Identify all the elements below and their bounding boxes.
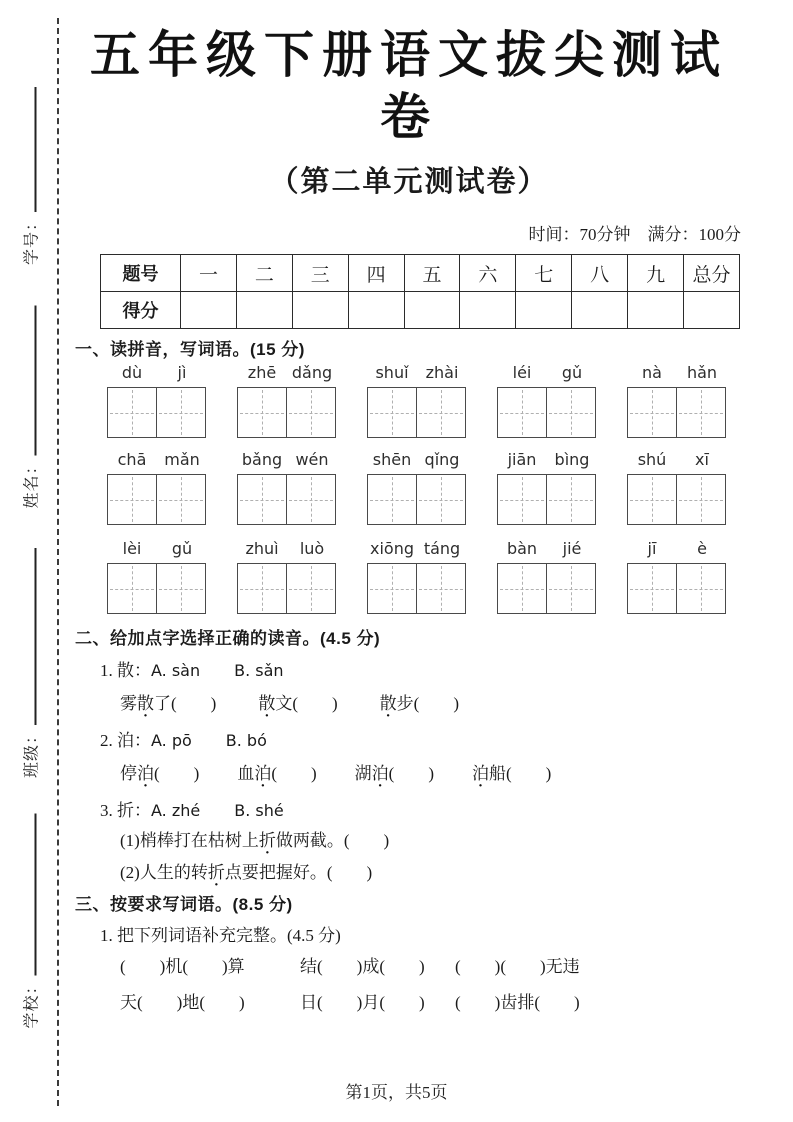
- word-post: ( ): [271, 764, 317, 783]
- writing-boxes: [367, 563, 467, 614]
- score-cell[interactable]: [516, 292, 572, 329]
- writing-box[interactable]: [676, 387, 726, 438]
- item-3-sentences: [75, 826, 743, 888]
- pronunciation-answer-slot[interactable]: [258, 688, 337, 720]
- pinyin-labels: [497, 539, 597, 561]
- writing-boxes: [237, 387, 337, 438]
- writing-box[interactable]: [237, 474, 287, 525]
- score-table-header-cell: 八: [572, 255, 628, 292]
- score-table-header-cell: 题号: [101, 255, 181, 292]
- option-b: B. sǎn: [234, 661, 284, 680]
- writing-box[interactable]: [237, 387, 287, 438]
- dotted-character: 泊: [471, 764, 489, 783]
- writing-box[interactable]: [156, 563, 206, 614]
- word-post: ( ): [154, 764, 200, 783]
- pinyin-labels: [107, 363, 207, 385]
- pinyin-syllable: zhài: [425, 363, 459, 382]
- pronunciation-answer-slot[interactable]: [120, 758, 199, 790]
- pinyin-word-group: [367, 363, 467, 438]
- score-table-header-cell: 五: [404, 255, 460, 292]
- item-2-words: [75, 758, 743, 790]
- sentence-post: 做两截。( ): [275, 831, 390, 850]
- pinyin-syllable: jiān: [507, 450, 537, 469]
- writing-box[interactable]: [237, 563, 287, 614]
- pronunciation-answer-slot[interactable]: [355, 758, 434, 790]
- pinyin-labels: [237, 450, 337, 472]
- writing-box[interactable]: [627, 563, 677, 614]
- option-b: B. bó: [225, 731, 267, 750]
- writing-box[interactable]: [156, 387, 206, 438]
- word-post: 船( ): [488, 764, 552, 783]
- pinyin-labels: [107, 450, 207, 472]
- writing-boxes: [497, 474, 597, 525]
- school-label: 学校：: [23, 977, 41, 1029]
- score-cell[interactable]: [181, 292, 237, 329]
- pinyin-syllable: wén: [295, 450, 329, 469]
- writing-boxes: [367, 474, 467, 525]
- target-character: 散：: [117, 661, 151, 680]
- page-subtitle: （第二单元测试卷）: [269, 166, 549, 198]
- pinyin-syllable: nà: [642, 363, 662, 382]
- sentence-post: 点要把握好。( ): [224, 863, 373, 882]
- pinyin-row-2: [107, 450, 727, 525]
- pinyin-word-group: [627, 539, 727, 614]
- main-content: [75, 0, 743, 1016]
- pinyin-word-group: [237, 450, 337, 525]
- pinyin-syllable: mǎn: [164, 450, 200, 469]
- score-table-header-cell: 一: [181, 255, 237, 292]
- pinyin-labels: [107, 539, 207, 561]
- score-table: [100, 254, 740, 329]
- idiom-fill-blank[interactable]: 日( )月( ): [300, 993, 425, 1012]
- writing-box[interactable]: [627, 474, 677, 525]
- pinyin-labels: [367, 363, 467, 385]
- student-name-field: [19, 305, 42, 508]
- section-1-heading: 一、读拼音，写词语。(15 分): [75, 340, 305, 359]
- pinyin-syllable: hǎn: [686, 363, 718, 382]
- score-cell[interactable]: [628, 292, 684, 329]
- score-table-header-cell: 三: [292, 255, 348, 292]
- idiom-fill-row-2: [75, 990, 743, 1016]
- writing-box[interactable]: [546, 563, 596, 614]
- pinyin-syllable: gǔ: [171, 539, 193, 558]
- word-pre: 湖: [354, 764, 372, 783]
- pinyin-syllable: jì: [177, 363, 187, 382]
- score-table-header-cell: 四: [348, 255, 404, 292]
- student-id-blank[interactable]: [23, 87, 37, 212]
- writing-boxes: [497, 563, 597, 614]
- pinyin-syllable: shuǐ: [375, 363, 409, 382]
- option-a: A. sàn: [151, 661, 201, 680]
- pinyin-syllable: qǐng: [424, 450, 460, 469]
- dotted-character: 散: [258, 694, 276, 713]
- student-name-blank[interactable]: [23, 305, 37, 455]
- word-pre: 雾: [120, 694, 137, 713]
- writing-box[interactable]: [497, 474, 547, 525]
- idiom-fill-blank[interactable]: 结( )成( ): [300, 957, 425, 976]
- section-3-heading: 三、按要求写词语。(8.5 分): [75, 895, 293, 914]
- seal-dashed-line: [57, 18, 59, 1106]
- pinyin-syllable: lèi: [122, 539, 142, 558]
- item-number: 1.: [100, 661, 117, 680]
- pinyin-syllable: è: [697, 539, 707, 558]
- pinyin-syllable: shú: [637, 450, 667, 469]
- pinyin-syllable: xī: [695, 450, 709, 469]
- pinyin-word-group: [367, 539, 467, 614]
- idiom-fill-blank[interactable]: ( )( )无违: [455, 957, 580, 976]
- pinyin-word-group: [107, 450, 207, 525]
- pronunciation-answer-slot[interactable]: [472, 758, 551, 790]
- score-cell[interactable]: [684, 292, 740, 329]
- pinyin-word-group: [107, 539, 207, 614]
- pinyin-row-3: [107, 539, 727, 614]
- writing-boxes: [237, 474, 337, 525]
- pinyin-syllable: jié: [562, 539, 582, 558]
- pinyin-word-group: [107, 363, 207, 438]
- writing-box[interactable]: [546, 387, 596, 438]
- score-table-header-cell: 六: [460, 255, 516, 292]
- school-field: [19, 813, 42, 1028]
- dotted-character: 折: [258, 831, 276, 850]
- section-3-sub-1: 1. 把下列词语补充完整。(4.5 分): [100, 926, 341, 945]
- writing-box[interactable]: [107, 474, 157, 525]
- item-2-stem: [75, 728, 743, 754]
- dotted-character: 泊: [254, 764, 272, 783]
- pinyin-labels: [367, 539, 467, 561]
- pinyin-syllable: bìng: [554, 450, 590, 469]
- score-cell[interactable]: [236, 292, 292, 329]
- score-table-header-cell: 七: [516, 255, 572, 292]
- pinyin-word-group: [627, 450, 727, 525]
- student-id-field: [19, 87, 42, 265]
- pinyin-syllable: bǎng: [241, 450, 283, 469]
- writing-box[interactable]: [367, 387, 417, 438]
- pinyin-labels: [497, 363, 597, 385]
- score-table-header-cell: 九: [628, 255, 684, 292]
- score-row-label: 得分: [101, 292, 181, 329]
- item-1-words: [75, 688, 743, 720]
- option-b: B. shé: [234, 801, 284, 820]
- sentence-pre: (2)人生的转: [120, 863, 208, 882]
- idiom-fill-blank[interactable]: 天( )地( ): [120, 993, 245, 1012]
- pinyin-syllable: dǎng: [291, 363, 333, 382]
- option-a: A. zhé: [151, 801, 201, 820]
- writing-boxes: [107, 474, 207, 525]
- word-post: 文( ): [275, 694, 338, 713]
- dotted-character: 折: [207, 863, 225, 882]
- pinyin-word-group: [497, 539, 597, 614]
- target-character: 折：: [117, 801, 151, 820]
- item-3-stem: [75, 798, 743, 824]
- idiom-fill-row-1: [75, 954, 743, 980]
- pinyin-syllable: táng: [423, 539, 461, 558]
- pinyin-labels: [627, 450, 727, 472]
- pinyin-labels: [627, 363, 727, 385]
- writing-boxes: [627, 563, 727, 614]
- pronunciation-answer-slot[interactable]: [380, 688, 459, 720]
- item-1-stem: [75, 658, 743, 684]
- school-blank[interactable]: [23, 813, 37, 975]
- score-table-header-row: [101, 255, 740, 292]
- pinyin-syllable: zhē: [247, 363, 277, 382]
- dotted-character: 泊: [371, 764, 389, 783]
- option-a: A. pō: [151, 731, 192, 750]
- writing-boxes: [367, 387, 467, 438]
- exam-meta: 时间：70分钟 满分：100分: [528, 225, 741, 244]
- pinyin-syllable: zhuì: [245, 539, 279, 558]
- pinyin-word-group: [497, 450, 597, 525]
- class-label: 班级：: [23, 726, 41, 779]
- pinyin-labels: [497, 450, 597, 472]
- item-number: 3.: [100, 801, 117, 820]
- pinyin-labels: [237, 539, 337, 561]
- score-cell[interactable]: [572, 292, 628, 329]
- word-post: 步( ): [396, 694, 459, 713]
- pinyin-syllable: gǔ: [561, 363, 583, 382]
- writing-boxes: [107, 387, 207, 438]
- pinyin-word-group: [627, 363, 727, 438]
- score-cell[interactable]: [460, 292, 516, 329]
- writing-boxes: [237, 563, 337, 614]
- target-character: 泊：: [117, 731, 151, 750]
- pinyin-row-1: [107, 363, 727, 438]
- dotted-character: 泊: [137, 764, 154, 783]
- writing-boxes: [627, 387, 727, 438]
- page-footer: 第1页，共5页: [345, 1083, 448, 1102]
- pinyin-labels: [367, 450, 467, 472]
- writing-box[interactable]: [156, 474, 206, 525]
- word-pre: 停: [120, 764, 137, 783]
- pinyin-word-group: [237, 539, 337, 614]
- writing-box[interactable]: [286, 474, 336, 525]
- score-cell[interactable]: [348, 292, 404, 329]
- student-name-label: 姓名：: [23, 457, 41, 509]
- pinyin-syllable: chā: [117, 450, 147, 469]
- page-title: 五年级下册语文拔尖测试卷: [90, 27, 728, 145]
- pinyin-labels: [237, 363, 337, 385]
- writing-box[interactable]: [286, 387, 336, 438]
- writing-box[interactable]: [676, 563, 726, 614]
- word-post: ( ): [388, 764, 434, 783]
- writing-boxes: [627, 474, 727, 525]
- writing-box[interactable]: [497, 387, 547, 438]
- writing-box[interactable]: [676, 474, 726, 525]
- class-field: [19, 548, 42, 778]
- writing-box[interactable]: [416, 563, 466, 614]
- item-number: 2.: [100, 731, 117, 750]
- writing-box[interactable]: [367, 474, 417, 525]
- pinyin-syllable: xiōng: [370, 539, 414, 558]
- pronunciation-answer-slot[interactable]: [120, 688, 216, 720]
- pinyin-syllable: jī: [647, 539, 657, 558]
- writing-box[interactable]: [107, 563, 157, 614]
- pronunciation-sentence-slot[interactable]: [75, 858, 743, 888]
- idiom-fill-blank[interactable]: ( )机( )算: [120, 957, 245, 976]
- score-cell[interactable]: [292, 292, 348, 329]
- dotted-character: 散: [137, 694, 154, 713]
- writing-box[interactable]: [416, 387, 466, 438]
- pinyin-syllable: léi: [512, 363, 532, 382]
- idiom-fill-blank[interactable]: ( )齿排( ): [455, 993, 580, 1012]
- pinyin-syllable: shēn: [372, 450, 412, 469]
- pinyin-labels: [627, 539, 727, 561]
- writing-boxes: [497, 387, 597, 438]
- writing-box[interactable]: [497, 563, 547, 614]
- class-blank[interactable]: [23, 548, 37, 725]
- word-pre: 血: [237, 764, 255, 783]
- sentence-pre: (1)梢棒打在枯树上: [120, 831, 259, 850]
- pinyin-syllable: dù: [121, 363, 143, 382]
- writing-box[interactable]: [416, 474, 466, 525]
- pronunciation-sentence-slot[interactable]: [75, 826, 743, 856]
- score-cell[interactable]: [404, 292, 460, 329]
- writing-box[interactable]: [627, 387, 677, 438]
- writing-box[interactable]: [367, 563, 417, 614]
- pinyin-syllable: bàn: [506, 539, 538, 558]
- pinyin-word-group: [237, 363, 337, 438]
- section-2-heading: 二、给加点字选择正确的读音。(4.5 分): [75, 629, 381, 648]
- pinyin-word-group: [497, 363, 597, 438]
- writing-box[interactable]: [546, 474, 596, 525]
- student-id-label: 学号：: [23, 213, 41, 266]
- writing-boxes: [107, 563, 207, 614]
- pronunciation-answer-slot[interactable]: [237, 758, 316, 790]
- score-table-header-cell: 二: [236, 255, 292, 292]
- score-table-header-cell: 总分: [684, 255, 740, 292]
- pinyin-word-group: [367, 450, 467, 525]
- word-post: 了( ): [154, 694, 217, 713]
- writing-box[interactable]: [286, 563, 336, 614]
- score-table-score-row: [101, 292, 740, 329]
- dotted-character: 散: [379, 694, 397, 713]
- writing-box[interactable]: [107, 387, 157, 438]
- pinyin-syllable: luò: [299, 539, 325, 558]
